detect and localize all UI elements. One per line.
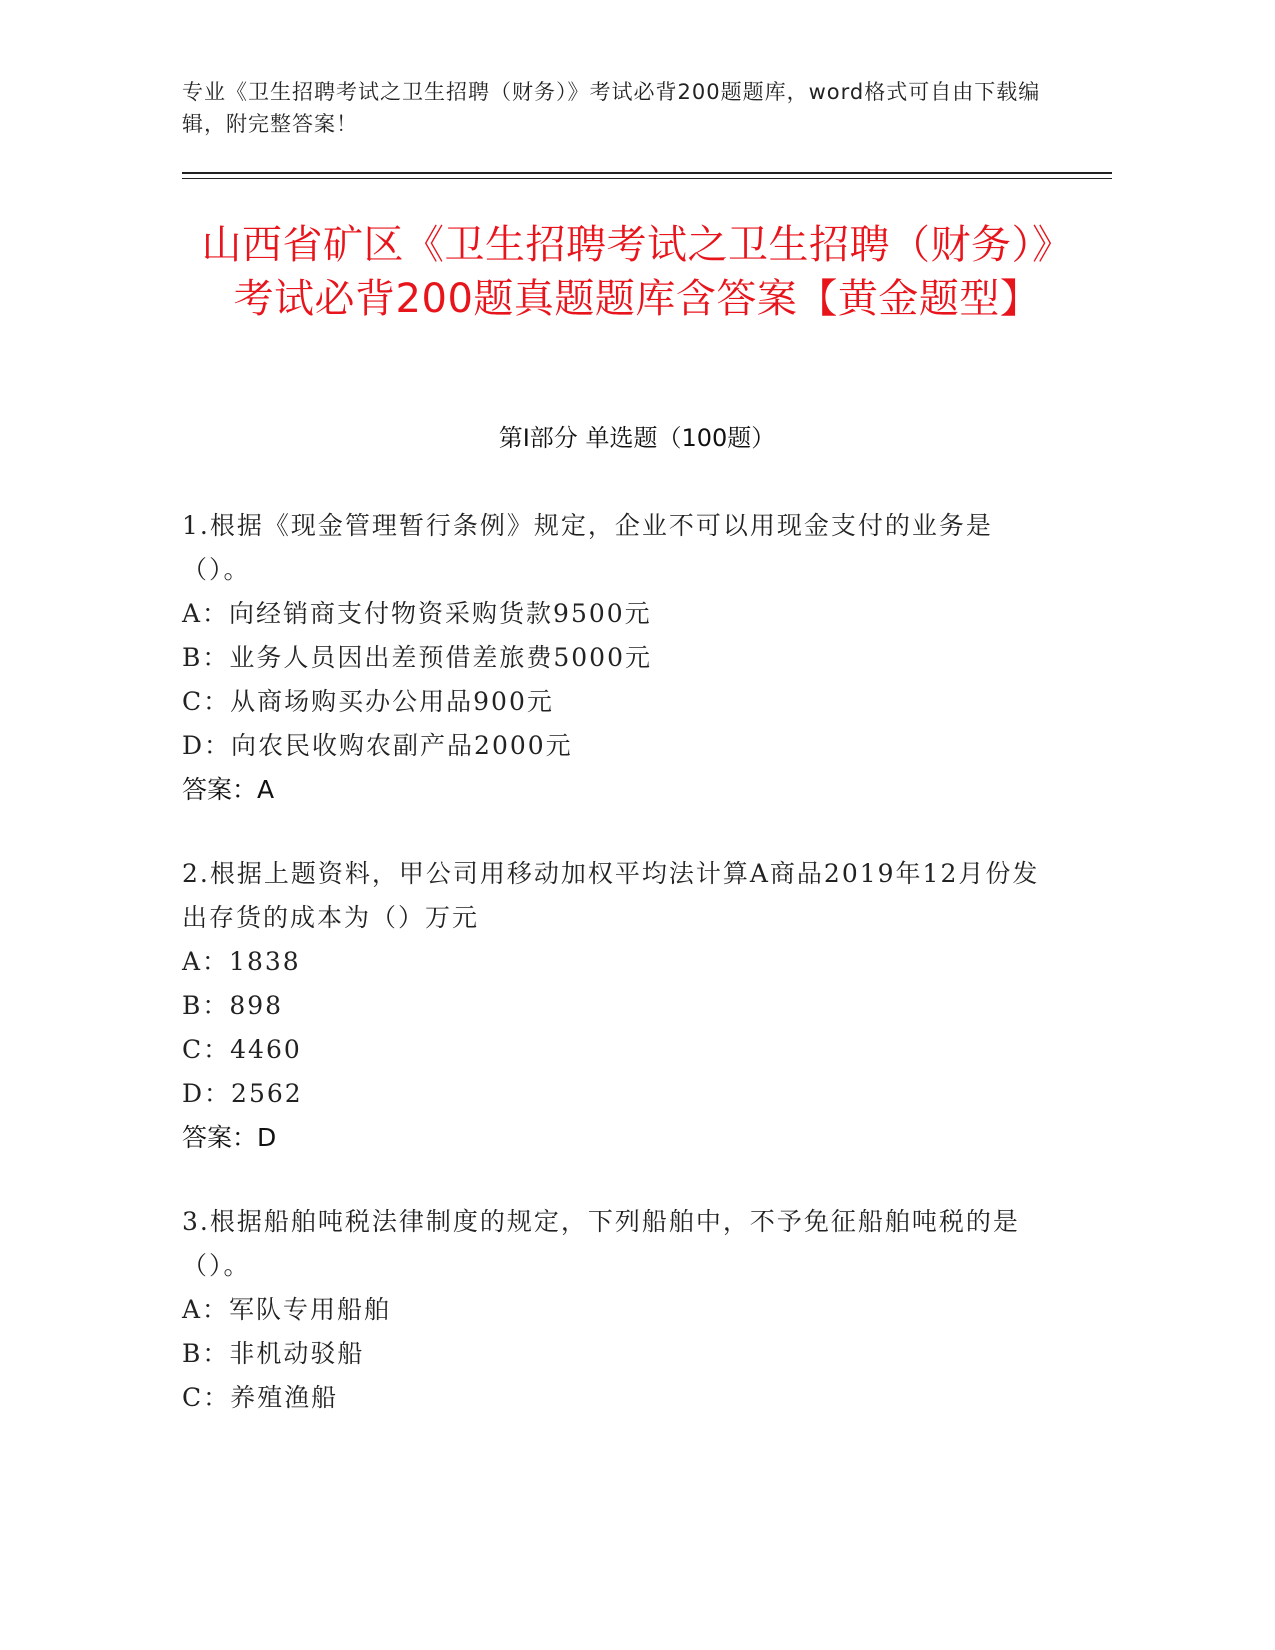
option-a: A：1838 bbox=[182, 947, 301, 976]
option-b: B：非机动驳船 bbox=[182, 1339, 365, 1368]
answer: 答案：A bbox=[182, 775, 275, 804]
document-title: 山西省矿区《卫生招聘考试之卫生招聘（财务）》考试必背200题真题题库含答案【黄金题型】 bbox=[201, 222, 1073, 322]
option-b: B：898 bbox=[182, 991, 284, 1020]
header-divider bbox=[182, 172, 1112, 174]
option-a: A：军队专用船舶 bbox=[182, 1295, 392, 1324]
question-stem: 3.根据船舶吨税法律制度的规定，下列船舶中，不予免征船舶吨税的是（）。 bbox=[182, 1207, 1020, 1280]
header-divider-thin bbox=[182, 178, 1112, 179]
option-b: B：业务人员因出差预借差旅费5000元 bbox=[182, 643, 652, 672]
option-d: D：向农民收购农副产品2000元 bbox=[182, 731, 573, 760]
option-c: C：4460 bbox=[182, 1035, 302, 1064]
option-d: D：2562 bbox=[182, 1079, 303, 1108]
option-c: C：从商场购买办公用品900元 bbox=[182, 687, 554, 716]
question-stem: 1.根据《现金管理暂行条例》规定，企业不可以用现金支付的业务是（）。 bbox=[182, 511, 993, 584]
question-stem: 2.根据上题资料，甲公司用移动加权平均法计算A商品2019年12月份发出存货的成本为（）万元 bbox=[182, 859, 1040, 932]
answer: 答案：D bbox=[182, 1123, 277, 1152]
question-1 bbox=[182, 504, 1052, 812]
header-note: 专业《卫生招聘考试之卫生招聘（财务）》考试必背200题题库，word格式可自由下载编辑，附完整答案！ bbox=[182, 80, 1041, 136]
option-c: C：养殖渔船 bbox=[182, 1383, 339, 1412]
section-title: 第Ⅰ部分 单选题（100题） bbox=[498, 424, 776, 452]
question-3 bbox=[182, 1200, 1052, 1420]
question-2 bbox=[182, 852, 1052, 1160]
option-a: A：向经销商支付物资采购货款9500元 bbox=[182, 599, 652, 628]
